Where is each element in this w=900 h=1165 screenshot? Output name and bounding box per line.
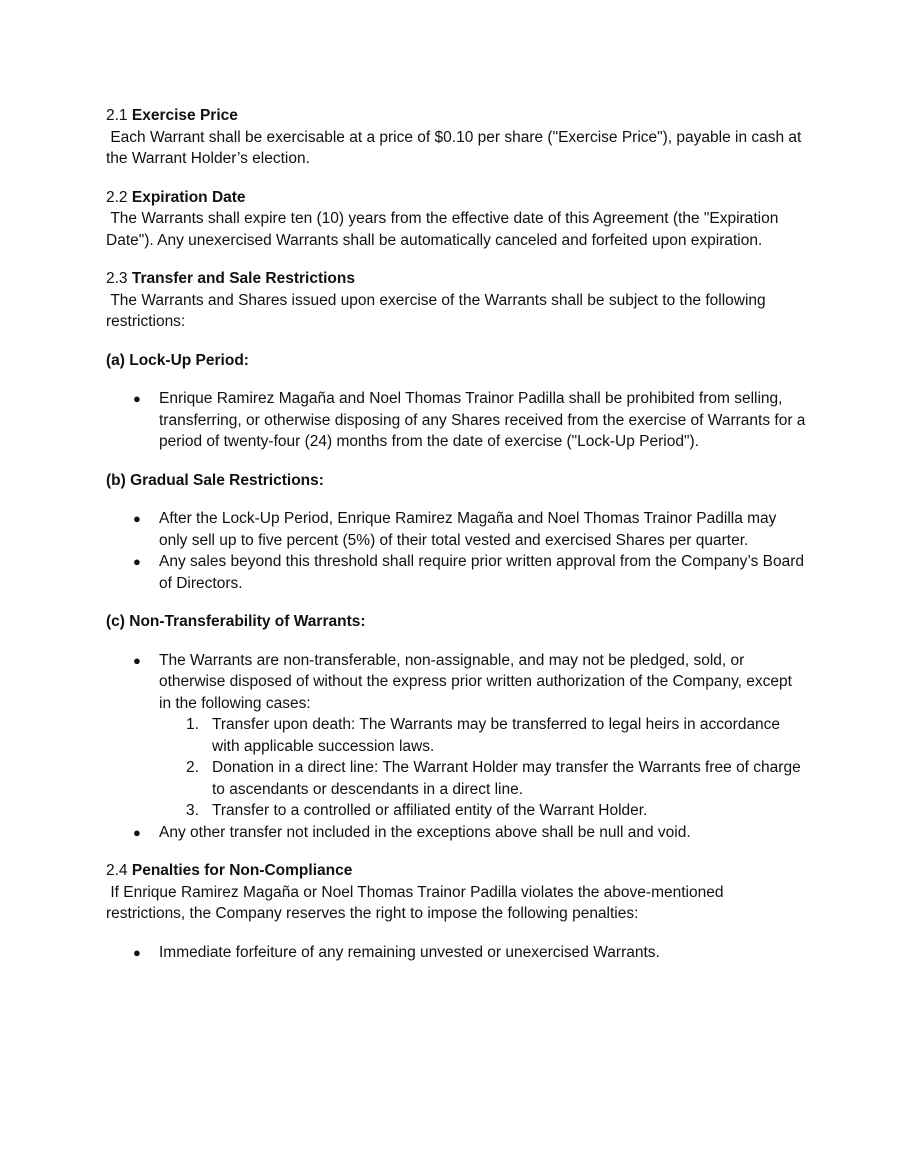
list-item	[133, 551, 806, 594]
list-item	[133, 650, 806, 822]
section-body: The Warrants shall expire ten (10) years from the effective date of this Agreement (the "Expiration Date"). Any unexercised Warrants shall be automatically canceled and forfeited upon expiration.	[106, 210, 783, 249]
section-number: 2.2	[106, 188, 132, 206]
section-transfer-restrictions	[106, 268, 806, 333]
numbered-item-text: Transfer to a controlled or affiliated entity of the Warrant Holder.	[212, 802, 648, 819]
numbered-item	[186, 757, 806, 800]
list-item-text: Enrique Ramirez Magaña and Noel Thomas Trainor Padilla shall be prohibited from selling, transferring, or otherwise disposing of any Shares received from the exercise of Warrants for a period of twenty-four (24) months from the date of exercise ("Lock-Up Period").	[159, 390, 806, 450]
item-number: 1.	[186, 716, 199, 733]
bullet-list-penalties	[106, 942, 806, 964]
section-heading	[106, 268, 806, 290]
numbered-list-exceptions	[159, 714, 806, 822]
section-number: 2.3	[106, 270, 132, 287]
numbered-item-text: Transfer upon death: The Warrants may be transferred to legal heirs in accordance with applicable succession laws.	[212, 716, 781, 755]
bullet-list-gradual-sale	[106, 508, 806, 594]
bullet-icon: ●	[133, 944, 141, 960]
section-heading	[106, 105, 806, 127]
list-item	[133, 822, 806, 844]
section-body: Each Warrant shall be exercisable at a price of $0.10 per share ("Exercise Price"), payable in cash at the Warrant Holder’s election.	[106, 128, 806, 167]
list-item-text: Immediate forfeiture of any remaining unvested or unexercised Warrants.	[159, 943, 660, 961]
item-number: 2.	[186, 759, 199, 776]
section-title: Exercise Price	[131, 107, 238, 124]
list-item-text: Any other transfer not included in the exceptions above shall be null and void.	[159, 823, 691, 841]
section-number: 2.4	[106, 862, 132, 879]
bullet-list-non-transferability	[106, 650, 806, 844]
subsection-heading-non-transferability: (c) Non-Transferability of Warrants:	[106, 613, 366, 630]
list-item-text: Any sales beyond this threshold shall require prior written approval from the Company’s Board of Directors.	[159, 553, 805, 592]
section-title: Penalties for Non-Compliance	[131, 862, 353, 879]
numbered-item	[186, 714, 806, 757]
section-title: Transfer and Sale Restrictions	[131, 270, 355, 287]
list-item-text: The Warrants are non-transferable, non-assignable, and may not be pledged, sold, or otherwise disposed of without the express prior written authorization of the Company, except in the following cases:	[159, 651, 792, 712]
bullet-icon: ●	[133, 554, 141, 569]
section-heading	[106, 187, 806, 209]
item-number: 3.	[186, 802, 199, 819]
bullet-icon: ●	[133, 391, 141, 406]
section-heading	[106, 860, 806, 882]
section-expiration-date	[106, 187, 806, 252]
section-exercise-price	[106, 105, 806, 170]
numbered-item	[186, 800, 806, 822]
section-body: If Enrique Ramirez Magaña or Noel Thomas Trainor Padilla violates the above-mentioned restrictions, the Company reserves the right to impose the following penalties:	[106, 883, 728, 922]
bullet-icon: ●	[133, 511, 141, 526]
numbered-item-text: Donation in a direct line: The Warrant Holder may transfer the Warrants free of charge to ascendants or descendants in a direct line.	[212, 759, 801, 798]
section-title: Expiration Date	[131, 188, 246, 206]
bullet-list-lock-up	[106, 388, 806, 453]
subsection-heading-lock-up: (a) Lock-Up Period:	[106, 351, 249, 369]
list-item	[133, 508, 806, 551]
document-content	[106, 105, 806, 980]
list-item	[133, 388, 806, 453]
section-body: The Warrants and Shares issued upon exercise of the Warrants shall be subject to the following restrictions:	[106, 291, 770, 330]
list-item-text: After the Lock-Up Period, Enrique Ramirez Magaña and Noel Thomas Trainor Padilla may only sell up to five percent (5%) of their total vested and exercised Shares per quarter.	[159, 510, 777, 549]
bullet-icon: ●	[133, 652, 141, 668]
section-number: 2.1	[106, 107, 132, 124]
list-item	[133, 942, 806, 964]
bullet-icon: ●	[133, 824, 141, 840]
section-penalties	[106, 860, 806, 925]
subsection-heading-gradual-sale: (b) Gradual Sale Restrictions:	[106, 471, 324, 489]
